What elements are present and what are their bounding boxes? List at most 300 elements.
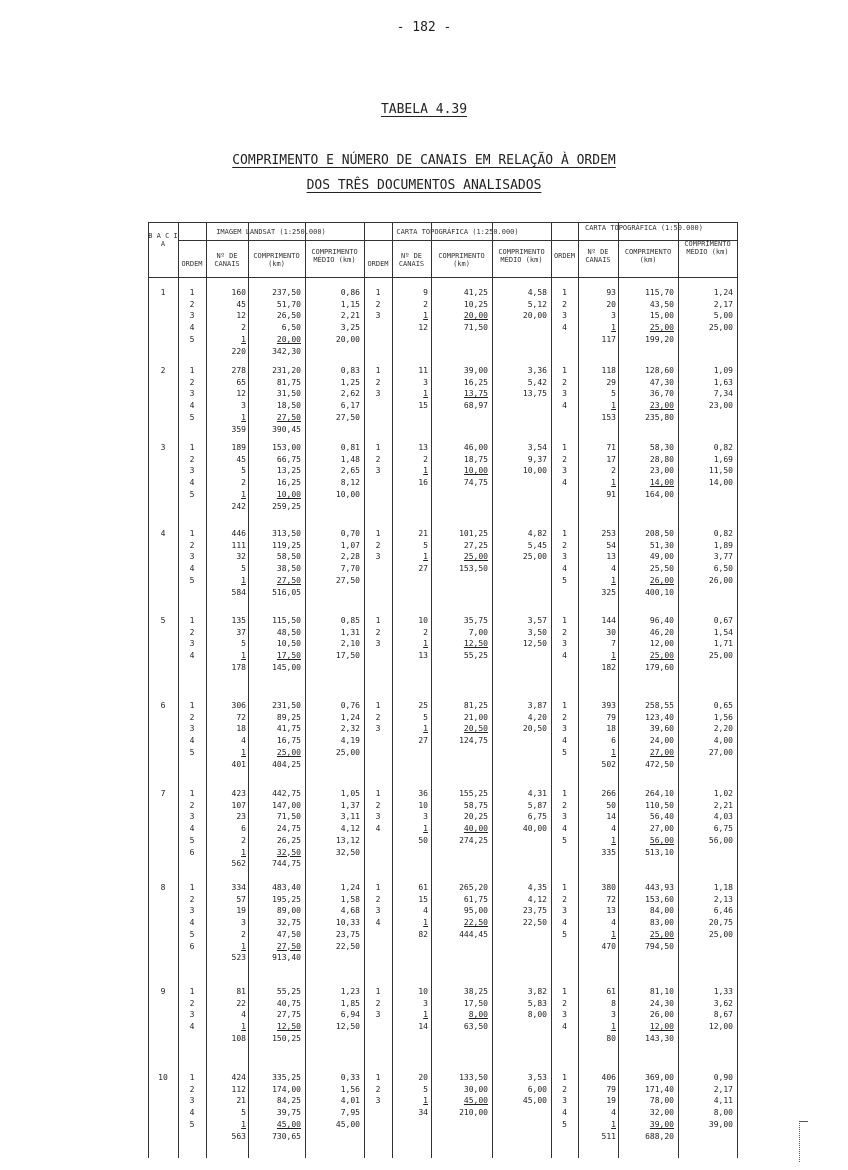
comp-medio-cell: 10,33 <box>335 918 360 928</box>
comp-medio-cell: 56,00 <box>708 835 733 845</box>
n-canais-cell: 18 <box>606 724 616 734</box>
total-n-canais: 242 <box>231 501 246 511</box>
comprimento-cell: 39,00 <box>463 366 488 375</box>
n-canais-cell: 79 <box>606 1084 616 1094</box>
total-n-canais: 50 <box>418 835 428 845</box>
n-canais-cell: 1 <box>423 1010 428 1020</box>
ordem-cell: 1 <box>189 701 195 710</box>
n-canais-cell: 2 <box>241 478 246 488</box>
ordem-cell: 5 <box>189 489 195 499</box>
n-canais-cell: 8 <box>611 998 616 1008</box>
bacia-number: 7 <box>160 789 166 798</box>
total-comprimento: 744,75 <box>272 859 301 869</box>
header-ordem: ORDEM <box>181 260 203 268</box>
comprimento-cell: 335,25 <box>272 1073 301 1082</box>
ordem-cell: 1 <box>189 616 195 625</box>
comprimento-cell: 231,20 <box>272 366 301 375</box>
n-canais-cell: 1 <box>611 1022 616 1032</box>
comp-medio-cell: 10,00 <box>335 489 360 499</box>
n-canais-cell: 5 <box>423 1084 428 1094</box>
comp-medio-cell: 4,11 <box>713 1096 733 1106</box>
n-canais-cell: 5 <box>423 540 428 550</box>
comp-medio-cell: 3,53 <box>527 1073 547 1082</box>
ordem-cell: 3 <box>562 724 567 734</box>
comprimento-cell: 115,50 <box>272 616 301 625</box>
comprimento-cell: 12,50 <box>463 639 488 649</box>
n-canais-cell: 13 <box>418 443 428 452</box>
comprimento-cell: 26,50 <box>276 311 301 321</box>
comp-medio-cell: 39,00 <box>708 1119 733 1129</box>
ordem-cell: 4 <box>562 918 567 928</box>
total-n-canais: 178 <box>231 662 246 672</box>
n-canais-cell: 25 <box>418 701 428 710</box>
comprimento-cell: 36,70 <box>649 389 674 399</box>
ordem-cell: 4 <box>562 401 567 411</box>
bacia-number: 8 <box>160 883 166 892</box>
comprimento-cell: 237,50 <box>272 288 301 297</box>
comprimento-cell: 28,80 <box>649 454 674 464</box>
comp-medio-cell: 23,75 <box>522 906 547 916</box>
comprimento-cell: 20,00 <box>276 334 301 344</box>
n-canais-cell: 6 <box>611 736 616 746</box>
n-canais-cell: 1 <box>423 1096 428 1106</box>
total-comprimento: 794,50 <box>645 941 674 951</box>
n-canais-cell: 5 <box>611 389 616 399</box>
table-border-top <box>148 222 738 223</box>
comprimento-cell: 17,50 <box>276 651 301 661</box>
ordem-cell: 4 <box>189 323 195 333</box>
ordem-cell: 1 <box>562 616 567 625</box>
header-comp-medio: COMPRIMENTO MÉDIO (km) <box>498 248 545 264</box>
comprimento-cell: 12,50 <box>276 1022 301 1032</box>
n-canais-cell: 189 <box>231 443 246 452</box>
ordem-cell: 2 <box>189 1084 195 1094</box>
total-comprimento: 513,10 <box>645 847 674 857</box>
total-comprimento: 210,00 <box>459 1108 488 1118</box>
n-canais-cell: 13 <box>606 906 616 916</box>
comp-medio-cell: 5,12 <box>527 299 547 309</box>
n-canais-cell: 144 <box>601 616 616 625</box>
comp-medio-cell: 1,02 <box>713 789 733 798</box>
total-comprimento: 730,65 <box>272 1131 301 1141</box>
n-canais-cell: 1 <box>241 847 246 857</box>
n-canais-cell: 37 <box>236 627 246 637</box>
n-canais-cell: 5 <box>241 639 246 649</box>
ordem-cell: 3 <box>189 552 195 562</box>
comp-medio-cell: 2,21 <box>340 311 360 321</box>
comp-medio-cell: 25,00 <box>708 929 733 939</box>
ordem-cell: 3 <box>189 724 195 734</box>
n-canais-cell: 10 <box>418 987 428 996</box>
ordem-cell: 2 <box>189 712 195 722</box>
comp-medio-cell: 4,58 <box>527 288 547 297</box>
n-canais-cell: 10 <box>418 800 428 810</box>
page-edge-mark <box>799 1121 808 1162</box>
comprimento-cell: 13,25 <box>276 466 301 476</box>
comprimento-cell: 8,00 <box>468 1010 488 1020</box>
comprimento-cell: 83,00 <box>649 918 674 928</box>
comp-medio-cell: 0,67 <box>713 616 733 625</box>
total-n-canais: 584 <box>231 587 246 597</box>
n-canais-cell: 393 <box>601 701 616 710</box>
ordem-cell: 2 <box>562 454 567 464</box>
total-comprimento: 199,20 <box>645 334 674 344</box>
comp-medio-cell: 11,50 <box>708 466 733 476</box>
comprimento-cell: 147,00 <box>272 800 301 810</box>
header-n-canais: Nº DE CANAIS <box>214 252 240 268</box>
comp-medio-cell: 4,68 <box>340 906 360 916</box>
ordem-cell: 2 <box>189 894 195 904</box>
comprimento-cell: 258,55 <box>645 701 674 710</box>
ordem-cell: 5 <box>562 835 567 845</box>
comprimento-cell: 195,25 <box>272 894 301 904</box>
comprimento-cell: 71,50 <box>276 812 301 822</box>
ordem-cell: 6 <box>189 941 195 951</box>
comp-medio-cell: 45,00 <box>522 1096 547 1106</box>
ordem-cell: 1 <box>562 288 567 297</box>
comp-medio-cell: 40,00 <box>522 824 547 834</box>
n-canais-cell: 1 <box>611 1119 616 1129</box>
comprimento-cell: 10,00 <box>276 489 301 499</box>
comp-medio-cell: 4,35 <box>527 883 547 892</box>
comprimento-cell: 58,75 <box>463 800 488 810</box>
total-comprimento: 400,10 <box>645 587 674 597</box>
header-ordem: ORDEM <box>553 252 576 260</box>
ordem-cell: 3 <box>375 812 381 822</box>
comp-medio-cell: 8,67 <box>713 1010 733 1020</box>
n-canais-cell: 13 <box>606 552 616 562</box>
n-canais-cell: 1 <box>423 466 428 476</box>
comp-medio-cell: 6,00 <box>527 1084 547 1094</box>
comprimento-cell: 51,70 <box>276 299 301 309</box>
comp-medio-cell: 1,24 <box>340 712 360 722</box>
comp-medio-cell: 1,09 <box>713 366 733 375</box>
n-canais-cell: 72 <box>606 894 616 904</box>
n-canais-cell: 36 <box>418 789 428 798</box>
group-header-rule <box>178 240 738 241</box>
comp-medio-cell: 0,86 <box>340 288 360 297</box>
n-canais-cell: 1 <box>241 412 246 422</box>
ordem-cell: 4 <box>562 323 567 333</box>
total-n-canais: 401 <box>231 759 246 769</box>
comprimento-cell: 32,75 <box>276 918 301 928</box>
ordem-cell: 3 <box>562 466 567 476</box>
ordem-cell: 2 <box>189 377 195 387</box>
comprimento-cell: 40,00 <box>463 824 488 834</box>
total-comprimento: 68,97 <box>463 401 488 411</box>
comp-medio-cell: 1,69 <box>713 454 733 464</box>
ordem-cell: 3 <box>375 389 381 399</box>
n-canais-cell: 1 <box>423 918 428 928</box>
total-comprimento: 153,50 <box>459 564 488 574</box>
n-canais-cell: 306 <box>231 701 246 710</box>
ordem-cell: 2 <box>562 540 567 550</box>
comprimento-cell: 26,00 <box>649 575 674 585</box>
total-n-canais: 511 <box>601 1131 616 1141</box>
comprimento-cell: 32,00 <box>649 1108 674 1118</box>
comp-medio-cell: 1,71 <box>713 639 733 649</box>
n-canais-cell: 406 <box>601 1073 616 1082</box>
n-canais-cell: 2 <box>423 299 428 309</box>
comp-medio-cell: 2,62 <box>340 389 360 399</box>
comprimento-cell: 78,00 <box>649 1096 674 1106</box>
comp-medio-cell: 4,01 <box>340 1096 360 1106</box>
comprimento-cell: 369,00 <box>645 1073 674 1082</box>
comp-medio-cell: 6,75 <box>713 824 733 834</box>
comprimento-cell: 27,00 <box>649 824 674 834</box>
comp-medio-cell: 1,24 <box>713 288 733 297</box>
comprimento-cell: 43,50 <box>649 299 674 309</box>
n-canais-cell: 29 <box>606 377 616 387</box>
n-canais-cell: 4 <box>611 824 616 834</box>
comprimento-cell: 119,25 <box>272 540 301 550</box>
comp-medio-cell: 12,50 <box>522 639 547 649</box>
ordem-cell: 4 <box>189 651 195 661</box>
header-landsat: IMAGEM LANDSAT (1:250.000) <box>216 228 326 236</box>
comprimento-cell: 27,50 <box>276 941 301 951</box>
total-n-canais: 523 <box>231 953 246 963</box>
total-comprimento: 63,50 <box>463 1022 488 1032</box>
n-canais-cell: 5 <box>241 564 246 574</box>
comp-medio-cell: 0,82 <box>713 443 733 452</box>
comprimento-cell: 66,75 <box>276 454 301 464</box>
ordem-cell: 1 <box>562 366 567 375</box>
comp-medio-cell: 25,00 <box>708 323 733 333</box>
total-n-canais: 80 <box>606 1033 616 1043</box>
comp-medio-cell: 4,20 <box>527 712 547 722</box>
comprimento-cell: 10,25 <box>463 299 488 309</box>
comp-medio-cell: 4,31 <box>527 789 547 798</box>
comp-medio-cell: 3,77 <box>713 552 733 562</box>
total-n-canais: 562 <box>231 859 246 869</box>
comp-medio-cell: 6,94 <box>340 1010 360 1020</box>
n-canais-cell: 3 <box>611 1010 616 1020</box>
n-canais-cell: 1 <box>241 651 246 661</box>
comp-medio-cell: 1,37 <box>340 800 360 810</box>
comp-medio-cell: 23,75 <box>335 929 360 939</box>
comprimento-cell: 171,40 <box>645 1084 674 1094</box>
total-n-canais: 91 <box>606 489 616 499</box>
comp-medio-cell: 20,00 <box>335 334 360 344</box>
comp-medio-cell: 20,75 <box>708 918 733 928</box>
comprimento-cell: 27,75 <box>276 1010 301 1020</box>
header-topo-50: CARTA TOPOGRÁFICA (1:50.000) <box>584 224 703 232</box>
n-canais-cell: 18 <box>236 724 246 734</box>
ordem-cell: 4 <box>562 1022 567 1032</box>
bacia-number: 5 <box>160 616 166 625</box>
comprimento-cell: 45,00 <box>276 1119 301 1129</box>
comprimento-cell: 14,00 <box>649 478 674 488</box>
comp-medio-cell: 1,48 <box>340 454 360 464</box>
ordem-cell: 3 <box>375 466 381 476</box>
comprimento-cell: 20,00 <box>463 311 488 321</box>
ordem-cell: 1 <box>375 366 381 375</box>
ordem-cell: 1 <box>375 883 381 892</box>
comp-medio-cell: 26,00 <box>708 575 733 585</box>
ordem-cell: 3 <box>562 1010 567 1020</box>
comprimento-cell: 24,75 <box>276 824 301 834</box>
ordem-cell: 3 <box>375 552 381 562</box>
total-comprimento: 913,40 <box>272 953 301 963</box>
total-comprimento: 444,45 <box>459 929 488 939</box>
comprimento-cell: 25,00 <box>276 747 301 757</box>
comp-medio-cell: 17,50 <box>335 651 360 661</box>
ordem-cell: 1 <box>562 701 567 710</box>
bacia-number: 2 <box>160 366 166 375</box>
comprimento-cell: 12,00 <box>649 639 674 649</box>
total-n-canais: 335 <box>601 847 616 857</box>
n-canais-cell: 3 <box>611 311 616 321</box>
comprimento-cell: 101,25 <box>459 529 488 538</box>
comp-medio-cell: 0,65 <box>713 701 733 710</box>
ordem-cell: 2 <box>562 800 567 810</box>
comprimento-cell: 155,25 <box>459 789 488 798</box>
ordem-cell: 4 <box>189 736 195 746</box>
ordem-cell: 3 <box>375 724 381 734</box>
ordem-cell: 1 <box>189 366 195 375</box>
comprimento-cell: 10,00 <box>463 466 488 476</box>
header-topo-250: CARTA TOPOGRÁFICA (1:250.000) <box>396 228 519 236</box>
n-canais-cell: 11 <box>418 366 428 375</box>
n-canais-cell: 1 <box>241 1022 246 1032</box>
ordem-cell: 4 <box>375 918 381 928</box>
total-comprimento: 164,00 <box>645 489 674 499</box>
comp-medio-cell: 45,00 <box>335 1119 360 1129</box>
comprimento-cell: 48,50 <box>276 627 301 637</box>
comp-medio-cell: 20,50 <box>522 724 547 734</box>
ordem-cell: 2 <box>375 712 381 722</box>
total-comprimento: 235,80 <box>645 412 674 422</box>
n-canais-cell: 9 <box>423 288 428 297</box>
ordem-cell: 5 <box>189 929 195 939</box>
ordem-cell: 1 <box>189 883 195 892</box>
total-comprimento: 179,60 <box>645 662 674 672</box>
n-canais-cell: 65 <box>236 377 246 387</box>
comp-medio-cell: 13,75 <box>522 389 547 399</box>
comprimento-cell: 25,00 <box>649 323 674 333</box>
comp-medio-cell: 8,00 <box>713 1108 733 1118</box>
total-n-canais: 470 <box>601 941 616 951</box>
ordem-cell: 5 <box>189 412 195 422</box>
n-canais-cell: 4 <box>423 906 428 916</box>
n-canais-cell: 72 <box>236 712 246 722</box>
comp-medio-cell: 7,70 <box>340 564 360 574</box>
comp-medio-cell: 0,85 <box>340 616 360 625</box>
comp-medio-cell: 3,62 <box>713 998 733 1008</box>
comprimento-cell: 56,40 <box>649 812 674 822</box>
n-canais-cell: 1 <box>241 575 246 585</box>
comprimento-cell: 15,00 <box>649 311 674 321</box>
comprimento-cell: 442,75 <box>272 789 301 798</box>
comp-medio-cell: 2,20 <box>713 724 733 734</box>
comp-medio-cell: 7,95 <box>340 1108 360 1118</box>
header-comp-medio: COMPRIMENTO MÉDIO (km) <box>311 248 358 264</box>
comprimento-cell: 61,75 <box>463 894 488 904</box>
n-canais-cell: 1 <box>423 311 428 321</box>
total-n-canais: 182 <box>601 662 616 672</box>
ordem-cell: 1 <box>189 288 195 297</box>
n-canais-cell: 3 <box>423 998 428 1008</box>
comp-medio-cell: 12,00 <box>708 1022 733 1032</box>
comprimento-cell: 45,00 <box>463 1096 488 1106</box>
total-n-canais: 117 <box>601 334 616 344</box>
table-title-text: TABELA 4.39 <box>380 102 468 117</box>
comp-medio-cell: 1,07 <box>340 540 360 550</box>
comp-medio-cell: 22,50 <box>335 941 360 951</box>
n-canais-cell: 20 <box>418 1073 428 1082</box>
n-canais-cell: 4 <box>241 736 246 746</box>
comprimento-cell: 41,25 <box>463 288 488 297</box>
ordem-cell: 2 <box>375 377 381 387</box>
n-canais-cell: 12 <box>236 389 246 399</box>
n-canais-cell: 93 <box>606 288 616 297</box>
ordem-cell: 3 <box>189 812 195 822</box>
ordem-cell: 1 <box>189 789 195 798</box>
total-comprimento: 342,30 <box>272 346 301 356</box>
comprimento-cell: 13,75 <box>463 389 488 399</box>
table-subtitle-line2 <box>0 178 848 193</box>
comprimento-cell: 35,75 <box>463 616 488 625</box>
subtitle-line1-text: COMPRIMENTO E NÚMERO DE CANAIS EM RELAÇÃO À ORDEM <box>232 153 616 168</box>
ordem-cell: 3 <box>189 311 195 321</box>
n-canais-cell: 2 <box>423 627 428 637</box>
comprimento-cell: 12,00 <box>649 1022 674 1032</box>
comprimento-cell: 7,00 <box>468 627 488 637</box>
ordem-cell: 2 <box>375 800 381 810</box>
comp-medio-cell: 1,89 <box>713 540 733 550</box>
total-n-canais: 27 <box>418 564 428 574</box>
total-n-canais: 563 <box>231 1131 246 1141</box>
ordem-cell: 5 <box>189 1119 195 1129</box>
ordem-cell: 5 <box>189 747 195 757</box>
n-canais-cell: 1 <box>611 401 616 411</box>
comp-medio-cell: 5,00 <box>713 311 733 321</box>
comprimento-cell: 123,40 <box>645 712 674 722</box>
ordem-cell: 1 <box>562 443 567 452</box>
ordem-cell: 5 <box>562 747 567 757</box>
bacia-number: 3 <box>160 443 166 452</box>
ordem-cell: 3 <box>189 906 195 916</box>
comp-medio-cell: 5,83 <box>527 998 547 1008</box>
total-comprimento: 143,30 <box>645 1033 674 1043</box>
comp-medio-cell: 1,05 <box>340 789 360 798</box>
ordem-cell: 2 <box>375 627 381 637</box>
comp-medio-cell: 5,45 <box>527 540 547 550</box>
comprimento-cell: 46,00 <box>463 443 488 452</box>
n-canais-cell: 5 <box>423 712 428 722</box>
n-canais-cell: 2 <box>241 323 246 333</box>
comp-medio-cell: 2,32 <box>340 724 360 734</box>
page-number: - 182 - <box>396 20 452 35</box>
comp-medio-cell: 8,00 <box>527 1010 547 1020</box>
comp-medio-cell: 1,85 <box>340 998 360 1008</box>
comprimento-cell: 55,25 <box>276 987 301 996</box>
comprimento-cell: 153,60 <box>645 894 674 904</box>
comprimento-cell: 58,30 <box>649 443 674 452</box>
n-canais-cell: 3 <box>241 401 246 411</box>
ordem-cell: 1 <box>375 529 381 538</box>
total-n-canais: 27 <box>418 736 428 746</box>
ordem-cell: 3 <box>189 1096 195 1106</box>
ordem-cell: 3 <box>562 389 567 399</box>
comp-medio-cell: 12,50 <box>335 1022 360 1032</box>
comp-medio-cell: 1,24 <box>340 883 360 892</box>
n-canais-cell: 81 <box>236 987 246 996</box>
comp-medio-cell: 32,50 <box>335 847 360 857</box>
n-canais-cell: 19 <box>236 906 246 916</box>
comp-medio-cell: 0,82 <box>713 529 733 538</box>
ordem-cell: 2 <box>375 894 381 904</box>
